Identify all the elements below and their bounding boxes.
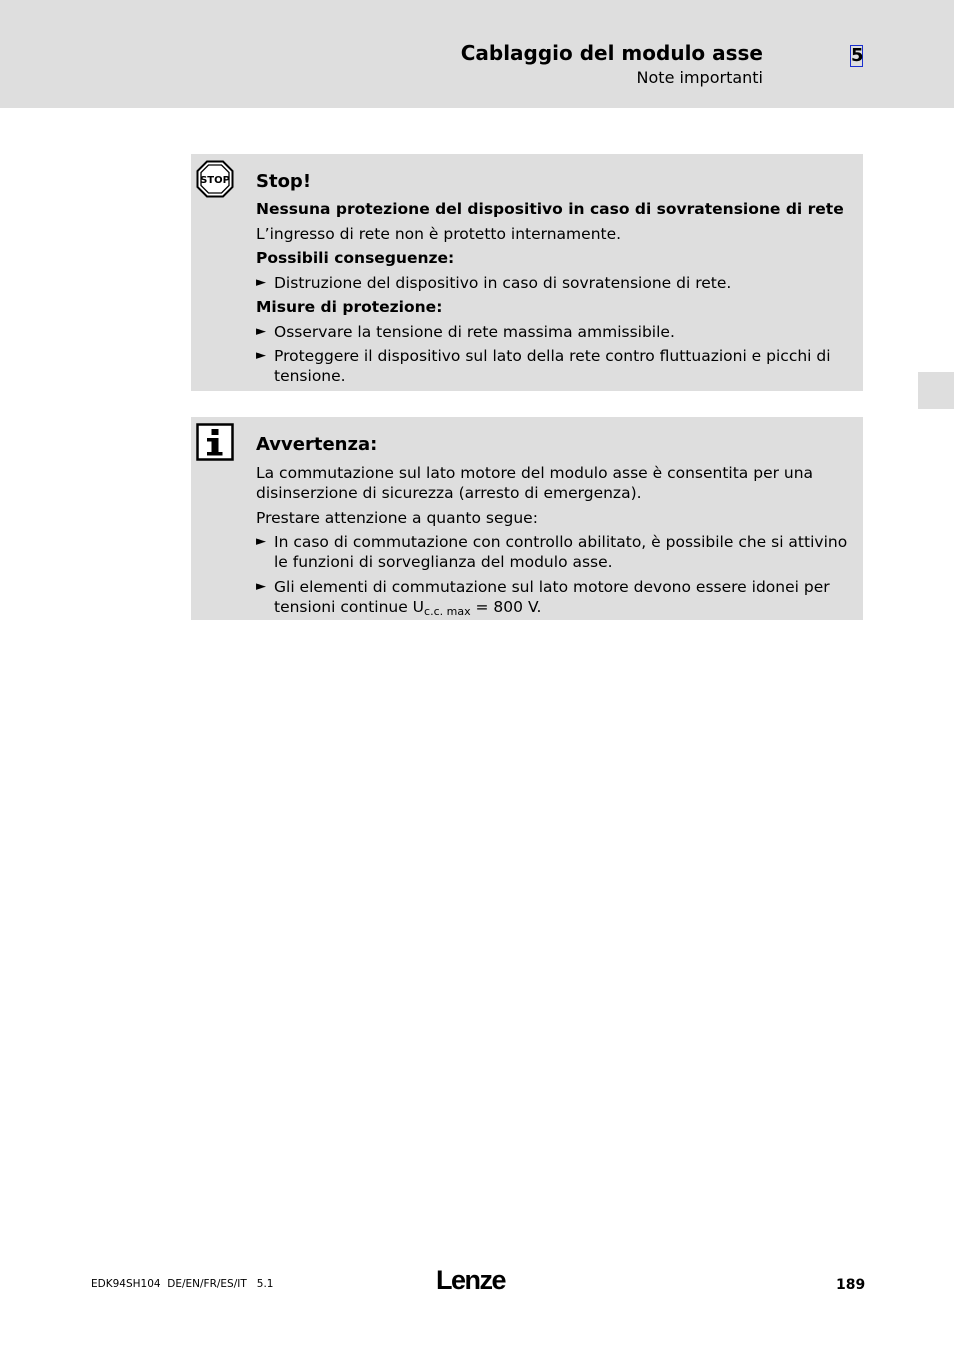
- list-item: ► Gli elementi di commutazione sul lato motore devono essere idonei per tensioni continue $U_{c.c. max} = 800$ V.: [256, 578, 830, 618]
- list-item: ► Osservare la tensione di rete massima ammissibile.: [256, 323, 675, 341]
- stop-sign-icon: [196, 160, 234, 202]
- bullet-arrow-icon: ►: [256, 579, 266, 594]
- bullet-arrow-icon: ►: [256, 324, 266, 339]
- list-item: ► Proteggere il dispositivo sul lato della rete contro fluttuazioni e picchi di tensione.: [256, 347, 831, 385]
- stop-subheading: Nessuna protezione del dispositivo in caso di sovratensione di rete: [256, 200, 844, 218]
- bullet-arrow-icon: ►: [256, 348, 266, 363]
- note-box: [191, 417, 863, 620]
- stop-warning-box: [191, 154, 863, 391]
- stop-text: L’ingresso di rete non è protetto internamente.: [256, 225, 622, 243]
- svg-text:STOP: STOP: [200, 175, 230, 186]
- measures-label: Misure di protezione:: [256, 298, 443, 316]
- chapter-number[interactable]: 5: [851, 45, 864, 66]
- info-icon: [196, 423, 234, 465]
- chapter-tab-marker: [918, 372, 954, 409]
- page-number: 189: [836, 1277, 866, 1293]
- consequences-label: Possibili conseguenze:: [256, 249, 455, 267]
- section-subtitle: Note importanti: [636, 68, 763, 87]
- document-id: EDK94SH104 DE/EN/FR/ES/IT 5.1: [91, 1278, 274, 1290]
- list-item: ► Distruzione del dispositivo in caso di sovratensione di rete.: [256, 274, 732, 292]
- note-text: La commutazione sul lato motore del modulo asse è consentita per una disinserzione di sicurezza (arresto di emergenza).: [256, 464, 814, 502]
- lenze-logo: [436, 1266, 516, 1298]
- bullet-arrow-icon: ►: [256, 534, 266, 549]
- voltage-subscript: c.c. max: [424, 605, 471, 618]
- svg-text:Lenze: Lenze: [436, 1266, 506, 1294]
- list-item: ► In caso di commutazione con controllo abilitato, è possibile che si attivino le funzioni di sorveglianza del modulo asse.: [256, 533, 848, 571]
- bullet-arrow-icon: ►: [256, 275, 266, 290]
- section-title: Cablaggio del modulo asse: [460, 41, 763, 65]
- stop-heading: Stop!: [256, 171, 312, 192]
- note-heading: Avvertenza:: [256, 434, 378, 455]
- page-header: [0, 0, 954, 108]
- note-intro: Prestare attenzione a quanto segue:: [256, 509, 538, 527]
